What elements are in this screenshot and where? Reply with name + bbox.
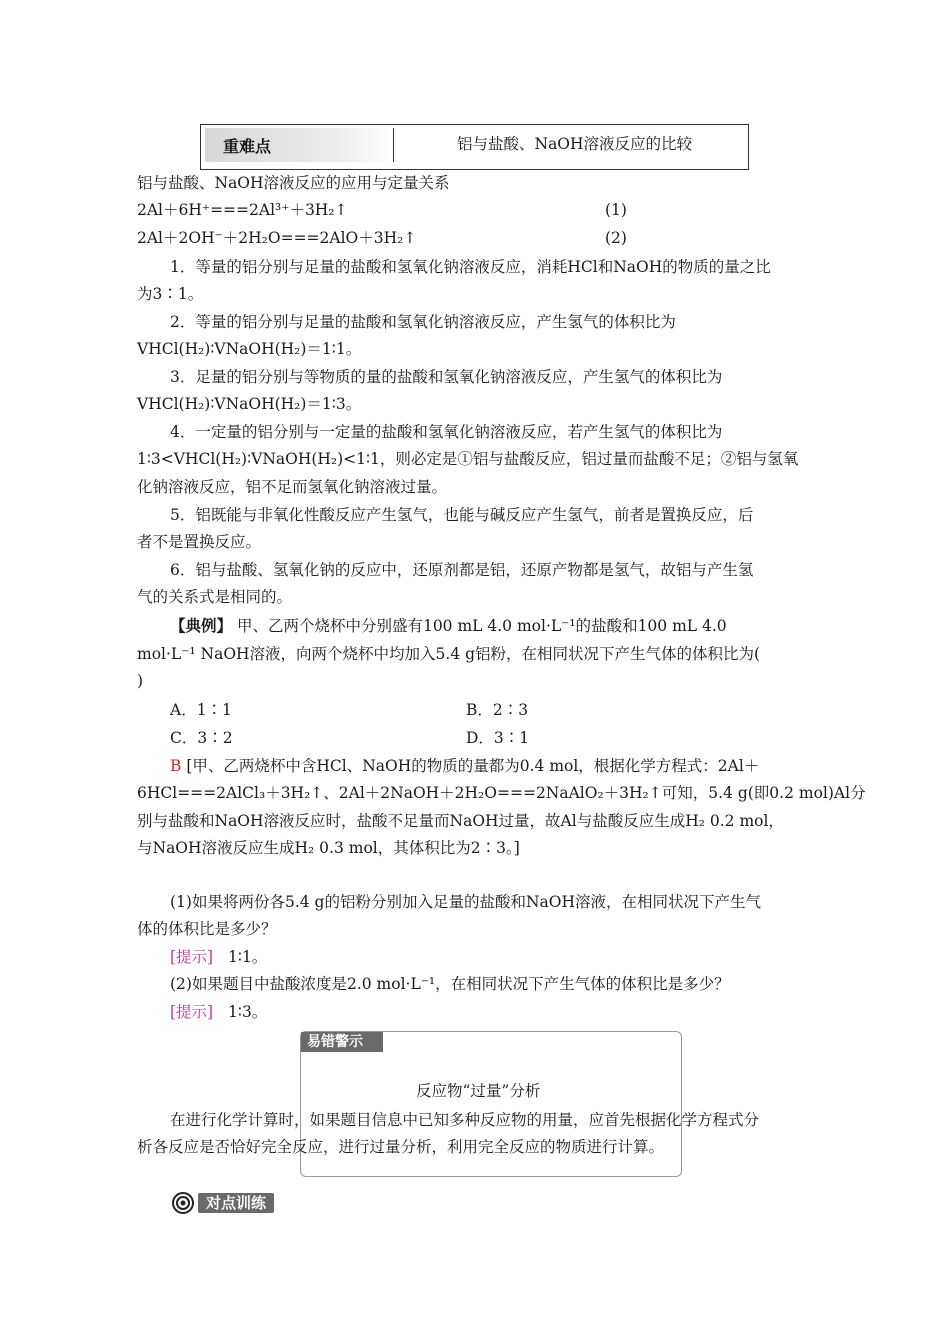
point-1-line-b: 为3∶1。 <box>137 285 204 303</box>
training-tag <box>172 1190 286 1216</box>
option-a: A．1∶1 <box>170 701 232 719</box>
training-label: 对点训练 <box>198 1193 274 1213</box>
point-4-line-c: 化钠溶液反应，铝不足而氢氧化钠溶液过量。 <box>137 478 448 496</box>
equation-1 <box>137 199 817 221</box>
point-6-line-a: 6．铝与盐酸、氢氧化钠的反应中，还原剂都是铝，还原产物都是氢气，故铝与产生氢 <box>170 561 754 579</box>
solution-a: [甲、乙两烧杯中含HCl、NaOH的物质的量都为0.4 mol，根据化学方程式：2Al＋ <box>186 757 760 775</box>
intro-line: 铝与盐酸、NaOH溶液反应的应用与定量关系 <box>137 174 450 192</box>
hint-1 <box>170 946 817 968</box>
option-c: C．3∶2 <box>170 729 233 747</box>
solution-line-b: 6HCl===2AlCl₃＋3H₂↑、2Al＋2NaOH＋2H₂O===2NaAlO₂＋3H₂↑可知，5.4 g(即0.2 mol)Al分 <box>137 784 866 802</box>
solution-line-c: 别与盐酸和NaOH溶液反应时，盐酸不足量而NaOH过量，故Al与盐酸反应生成H₂ 0.2 mol， <box>137 812 784 830</box>
solution-line-a <box>170 755 817 777</box>
target-icon <box>172 1192 194 1214</box>
equation-2-text: 2Al＋2OH⁻＋2H₂O===2AlO＋3H₂↑ <box>137 229 417 247</box>
answer-letter: B <box>170 757 182 775</box>
hint-1-answer: 1∶1。 <box>228 948 268 966</box>
point-4-line-a: 4．一定量的铝分别与一定量的盐酸和氢氧化钠溶液反应，若产生氢气的体积比为 <box>170 423 723 441</box>
followup-1-line-a: (1)如果将两份各5.4 g的铝粉分别加入足量的盐酸和NaOH溶液，在相同状况下产生气 <box>170 893 761 911</box>
example-question-line-b: mol·L⁻¹ NaOH溶液，向两个烧杯中均加入5.4 g铝粉，在相同状况下产生气体的体积比为( <box>137 645 761 663</box>
hint-1-label: [提示] <box>170 948 214 966</box>
followup-2: (2)如果题目中盐酸浓度是2.0 mol·L⁻¹，在相同状况下产生气体的体积比是多少？ <box>170 975 730 993</box>
point-5-line-a: 5．铝既能与非氧化性酸反应产生氢气，也能与碱反应产生氢气，前者是置换反应，后 <box>170 506 754 524</box>
example-question-line-a <box>170 615 817 637</box>
example-question-line-c: ) <box>137 672 144 690</box>
point-6-line-b: 气的关系式是相同的。 <box>137 588 293 606</box>
warning-title: 反应物“过量”分析 <box>416 1082 541 1100</box>
option-d: D．3∶1 <box>466 729 530 747</box>
point-1-line-a: 1．等量的铝分别与足量的盐酸和氢氧化钠溶液反应，消耗HCl和NaOH的物质的量之比 <box>170 258 771 276</box>
section-tag-label: 重难点 <box>223 137 272 156</box>
section-tag <box>205 128 394 162</box>
warning-body-a: 在进行化学计算时，如果题目信息中已知多种反应物的用量，应首先根据化学方程式分 <box>170 1111 760 1129</box>
point-5-line-b: 者不是置换反应。 <box>137 533 262 551</box>
point-3-line-b: VHCl(H₂)∶VNaOH(H₂)＝1∶3。 <box>137 395 362 413</box>
point-3-line-a: 3．足量的铝分别与等物质的量的盐酸和氢氧化钠溶液反应，产生氢气的体积比为 <box>170 368 723 386</box>
option-b: B．2∶3 <box>466 701 529 719</box>
section-title: 铝与盐酸、NaOH溶液反应的比较 <box>457 135 693 153</box>
equation-2-number: (2) <box>605 229 627 247</box>
hint-2 <box>170 1001 817 1023</box>
warning-body-b: 析各反应是否恰好完全反应，进行过量分析，利用完全反应的物质进行计算。 <box>137 1138 665 1156</box>
warning-tag: 易错警示 <box>301 1032 383 1052</box>
equation-1-text: 2Al＋6H⁺===2Al³⁺＋3H₂↑ <box>137 201 348 219</box>
followup-1-line-b: 体的体积比是多少？ <box>137 920 277 938</box>
hint-2-answer: 1∶3。 <box>228 1003 268 1021</box>
equation-1-number: (1) <box>605 201 627 219</box>
solution-line-d: 与NaOH溶液反应生成H₂ 0.3 mol，其体积比为2∶3。] <box>137 839 520 857</box>
point-2-line-a: 2．等量的铝分别与足量的盐酸和氢氧化钠溶液反应，产生氢气的体积比为 <box>170 313 676 331</box>
point-4-line-b: 1∶3<VHCl(H₂)∶VNaOH(H₂)<1∶1，则必定是①铝与盐酸反应，铝过量而盐酸不足；②铝与氢氧 <box>137 450 799 468</box>
hint-2-label: [提示] <box>170 1003 214 1021</box>
point-2-line-b: VHCl(H₂)∶VNaOH(H₂)＝1∶1。 <box>137 340 362 358</box>
equation-2 <box>137 227 817 249</box>
example-question-a: 甲、乙两个烧杯中分别盛有100 mL 4.0 mol·L⁻¹的盐酸和100 mL 4.0 <box>236 617 727 635</box>
example-label: 【典例】 <box>170 616 233 635</box>
options-row-1 <box>170 699 817 721</box>
options-row-2 <box>170 727 817 749</box>
